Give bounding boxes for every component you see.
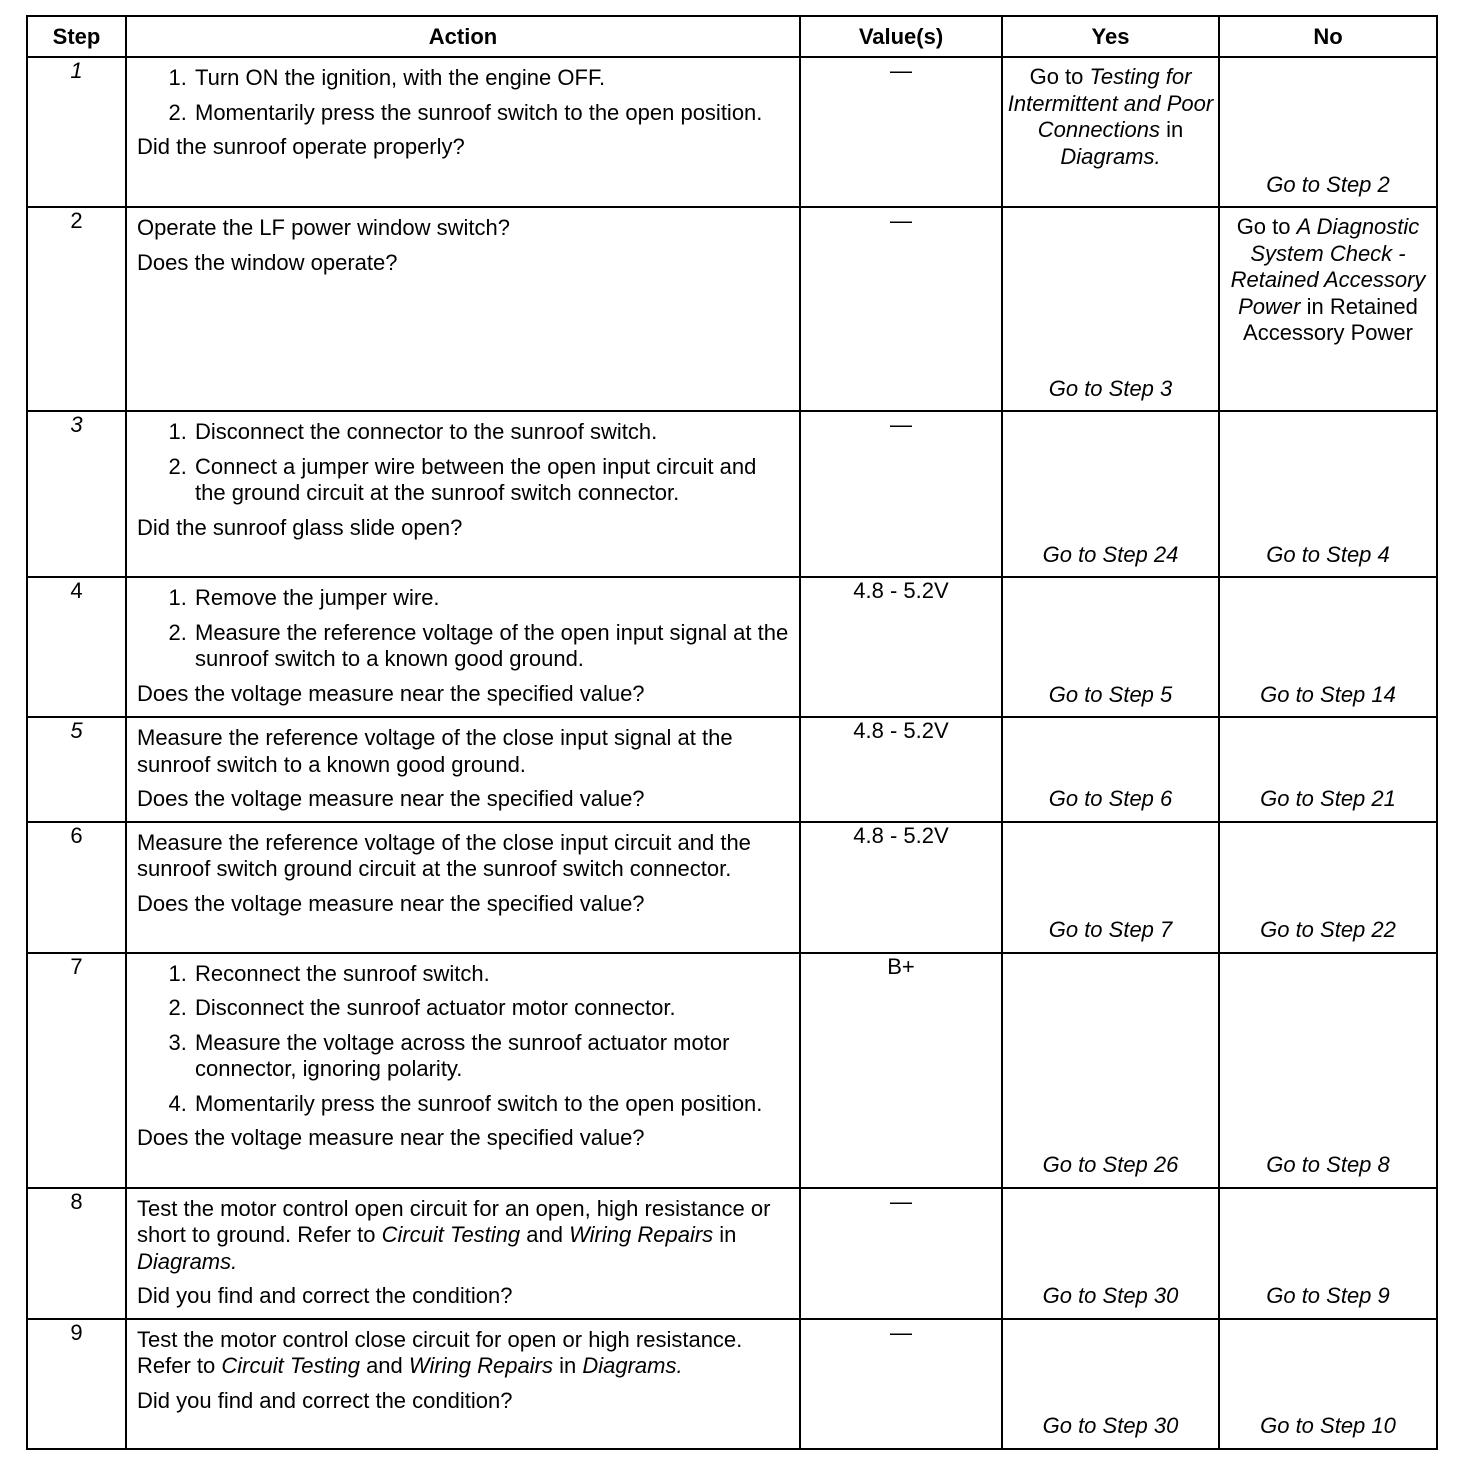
no-cell [1219, 822, 1437, 953]
no-cell [1219, 717, 1437, 822]
action-question: Does the voltage measure near the specified value? [137, 680, 645, 706]
no-goto-link[interactable]: Go to Step 22 [1260, 917, 1396, 942]
step-number: 8 [27, 1188, 126, 1319]
action-text: Test the motor control close circuit for open or high resistance. Refer to Circuit Testing and Wiring Repairs in Diagrams. [137, 1326, 743, 1378]
action-question: Did the sunroof operate properly? [137, 134, 465, 159]
no-goto-link[interactable]: Go to Step 10 [1260, 1413, 1396, 1438]
table-row [27, 1188, 1437, 1319]
value-cell: — [800, 411, 1002, 577]
value-cell: 4.8 - 5.2V [800, 717, 1002, 822]
action-step: 2. Disconnect the sunroof actuator motor connector. [193, 995, 791, 1022]
action-cell [126, 57, 800, 207]
yes-goto-link[interactable]: Go to Step 5 [1048, 681, 1173, 707]
action-cell [126, 411, 800, 577]
value-cell: — [800, 1319, 1002, 1449]
yes-cell [1002, 1319, 1219, 1449]
action-step: 2. Measure the reference voltage of the open input signal at the sunroof switch to a known good ground. [193, 620, 791, 673]
action-text: Operate the LF power window switch? [137, 215, 510, 240]
no-cell [1219, 207, 1437, 411]
yes-goto-link[interactable]: Go to Step 30 [1042, 1413, 1179, 1438]
action-text: Measure the reference voltage of the close input signal at the sunroof switch to a known good ground. [137, 725, 733, 777]
action-step: 1. Reconnect the sunroof switch. [193, 961, 791, 988]
no-cell [1219, 577, 1437, 717]
action-cell [126, 1188, 800, 1319]
step-number: 5 [27, 717, 126, 822]
value-cell: — [800, 57, 1002, 207]
action-cell [126, 577, 800, 717]
yes-goto-link[interactable]: Go to Step 24 [1042, 541, 1179, 567]
value-cell: — [800, 1188, 1002, 1319]
table-row [27, 1319, 1437, 1449]
action-step: 3. Measure the voltage across the sunroof actuator motor connector, ignoring polarity. [193, 1030, 791, 1083]
step-number: 2 [27, 207, 126, 411]
action-step: 1. Remove the jumper wire. [193, 585, 791, 612]
yes-cell [1002, 953, 1219, 1188]
action-step: 2. Momentarily press the sunroof switch to the open position. [193, 100, 791, 127]
step-number: 9 [27, 1319, 126, 1449]
action-question: Did you find and correct the condition? [137, 1283, 513, 1308]
action-question: Does the voltage measure near the specified value? [137, 890, 645, 916]
action-cell [126, 1319, 800, 1449]
header-step: Step [27, 16, 126, 57]
no-goto-link[interactable]: Go to Step 9 [1266, 1283, 1390, 1308]
yes-goto-link[interactable]: Go to Step 30 [1042, 1283, 1179, 1308]
yes-goto-link[interactable]: Go to Step 3 [1048, 375, 1173, 401]
no-cell [1219, 57, 1437, 207]
step-number: 3 [27, 411, 126, 577]
yes-cell [1002, 57, 1219, 207]
value-cell: B+ [800, 953, 1002, 1188]
yes-goto-link[interactable]: Go to Step 7 [1048, 917, 1173, 942]
header-row [27, 16, 1437, 57]
yes-cell [1002, 207, 1219, 411]
value-cell: 4.8 - 5.2V [800, 822, 1002, 953]
value-cell: — [800, 207, 1002, 411]
step-number: 6 [27, 822, 126, 953]
step-number: 4 [27, 577, 126, 717]
action-question: Does the window operate? [137, 249, 398, 275]
step-number: 1 [27, 57, 126, 207]
action-cell [126, 953, 800, 1188]
no-cell [1219, 1319, 1437, 1449]
table-row [27, 411, 1437, 577]
step-number: 7 [27, 953, 126, 1188]
action-question: Did you find and correct the condition? [137, 1387, 513, 1413]
no-reference[interactable]: Go to A Diagnostic System Check - Retained Accessory Power in Retained Accessory Power [1230, 214, 1426, 345]
action-step: 2. Connect a jumper wire between the open input circuit and the ground circuit at the sunroof switch connector. [193, 454, 791, 507]
action-text: Test the motor control open circuit for an open, high resistance or short to ground. Refer to Circuit Testing and Wiring Repairs in Diagrams. [137, 1195, 771, 1274]
header-values: Value(s) [800, 16, 1002, 57]
yes-cell [1002, 411, 1219, 577]
yes-goto-link[interactable]: Go to Step 6 [1048, 786, 1173, 811]
yes-goto-link[interactable]: Go to Step 26 [1042, 1152, 1179, 1177]
action-step: 1. Turn ON the ignition, with the engine OFF. [193, 65, 791, 92]
no-goto-link[interactable]: Go to Step 14 [1260, 681, 1396, 707]
action-text: Measure the reference voltage of the close input circuit and the sunroof switch ground circuit at the sunroof switch connector. [137, 829, 751, 881]
table-row [27, 207, 1437, 411]
yes-cell [1002, 822, 1219, 953]
header-no: No [1219, 16, 1437, 57]
action-cell [126, 822, 800, 953]
action-question: Does the voltage measure near the specified value? [137, 786, 645, 811]
header-yes: Yes [1002, 16, 1219, 57]
yes-cell [1002, 1188, 1219, 1319]
table-row [27, 953, 1437, 1188]
action-cell [126, 207, 800, 411]
yes-cell [1002, 717, 1219, 822]
no-goto-link[interactable]: Go to Step 8 [1266, 1152, 1390, 1177]
no-cell [1219, 953, 1437, 1188]
action-step: 4. Momentarily press the sunroof switch to the open position. [193, 1091, 791, 1118]
no-goto-link[interactable]: Go to Step 4 [1266, 541, 1390, 567]
diagnostic-table [26, 15, 1438, 1450]
action-step: 1. Disconnect the connector to the sunroof switch. [193, 419, 791, 446]
table-row [27, 822, 1437, 953]
yes-reference[interactable]: Go to Testing for Intermittent and Poor Connections in Diagrams. [1007, 64, 1214, 169]
table-row [27, 717, 1437, 822]
action-cell [126, 717, 800, 822]
no-goto-link[interactable]: Go to Step 21 [1260, 786, 1396, 811]
action-question: Did the sunroof glass slide open? [137, 514, 463, 540]
value-cell: 4.8 - 5.2V [800, 577, 1002, 717]
action-question: Does the voltage measure near the specified value? [137, 1125, 645, 1150]
table-row [27, 577, 1437, 717]
no-goto-link[interactable]: Go to Step 2 [1266, 171, 1390, 197]
no-cell [1219, 411, 1437, 577]
yes-cell [1002, 577, 1219, 717]
header-action: Action [126, 16, 800, 57]
no-cell [1219, 1188, 1437, 1319]
table-row [27, 57, 1437, 207]
